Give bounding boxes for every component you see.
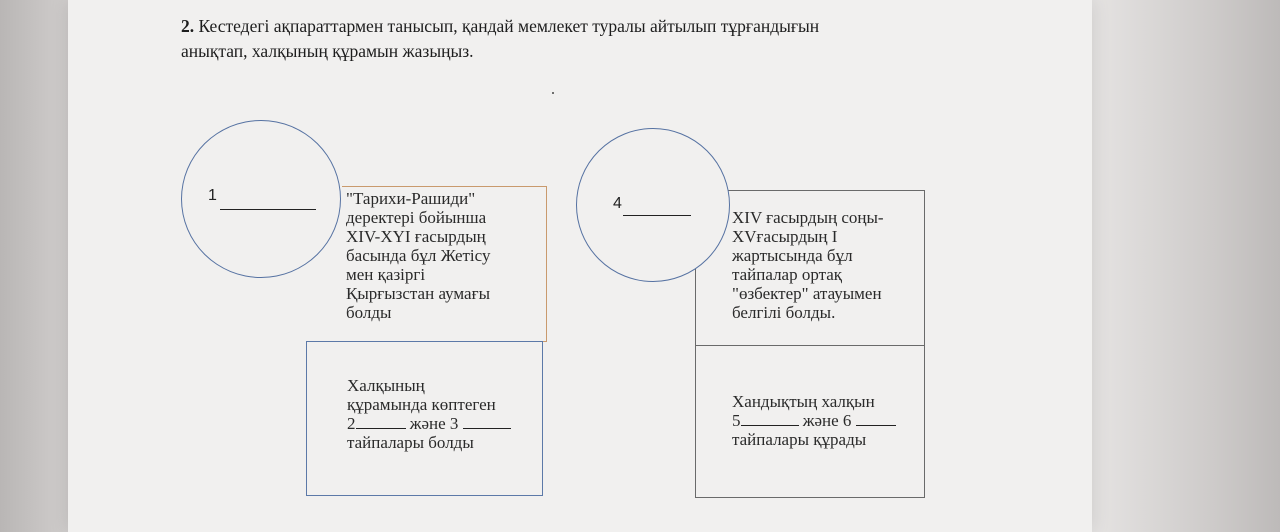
left-info-line: XIV-XYI ғасырдың (346, 227, 486, 246)
left-info-line: "Тарихи-Рашиди" (346, 189, 476, 208)
blank-1-input[interactable] (220, 209, 316, 210)
blank-2-label: 2 (347, 414, 356, 433)
and-3-label: және 3 (409, 414, 459, 433)
left-info-line: мен қазіргі (346, 265, 426, 284)
left-population-box (306, 341, 543, 496)
task-text (181, 14, 981, 64)
right-info-line: тайпалар ортақ (732, 265, 843, 284)
left-pop-line-2: құрамында көптеген (347, 395, 496, 414)
blank-6-input[interactable] (856, 411, 896, 426)
and-6-label: және 6 (802, 411, 852, 430)
left-info-line: басында бұл Жетісу (346, 246, 491, 265)
left-info-line: болды (346, 303, 392, 322)
task-number: 2. (181, 16, 195, 36)
blank-3-input[interactable] (463, 414, 511, 429)
right-circle (576, 128, 730, 282)
blank-2-input[interactable] (356, 414, 406, 429)
right-info-line: жартысында бұл (732, 246, 853, 265)
blank-1-label: 1 (208, 187, 217, 204)
left-info-box (342, 186, 547, 342)
right-info-line: XIV ғасырдың соңы- (732, 208, 884, 227)
left-pop-line-1: Халқының (347, 376, 425, 395)
blank-5-label: 5 (732, 411, 741, 430)
left-info-line: Қырғызстан аумағы (346, 284, 490, 303)
right-info-line: XVғасырдың I (732, 227, 838, 246)
right-info-line: белгілі болды. (732, 303, 836, 322)
blank-4-label: 4 (613, 195, 622, 212)
blank-4-input[interactable] (623, 215, 691, 216)
right-pop-line-1: Хандықтың халқын (732, 392, 875, 411)
stray-dot (552, 92, 554, 94)
right-pop-line-3: тайпалары құрады (732, 430, 867, 449)
right-population-box (695, 345, 925, 498)
left-circle (181, 120, 341, 278)
blank-5-input[interactable] (741, 411, 799, 426)
task-line-1: Кестедегі ақпараттармен танысып, қандай мемлекет туралы айтылып тұрғандығын (198, 16, 820, 36)
left-pop-line-4: тайпалары болды (347, 433, 474, 452)
left-info-line: деректері бойынша (346, 208, 487, 227)
task-line-2: анықтап, халқының құрамын жазыңыз. (181, 41, 474, 61)
right-info-line: "өзбектер" атауымен (732, 284, 882, 303)
